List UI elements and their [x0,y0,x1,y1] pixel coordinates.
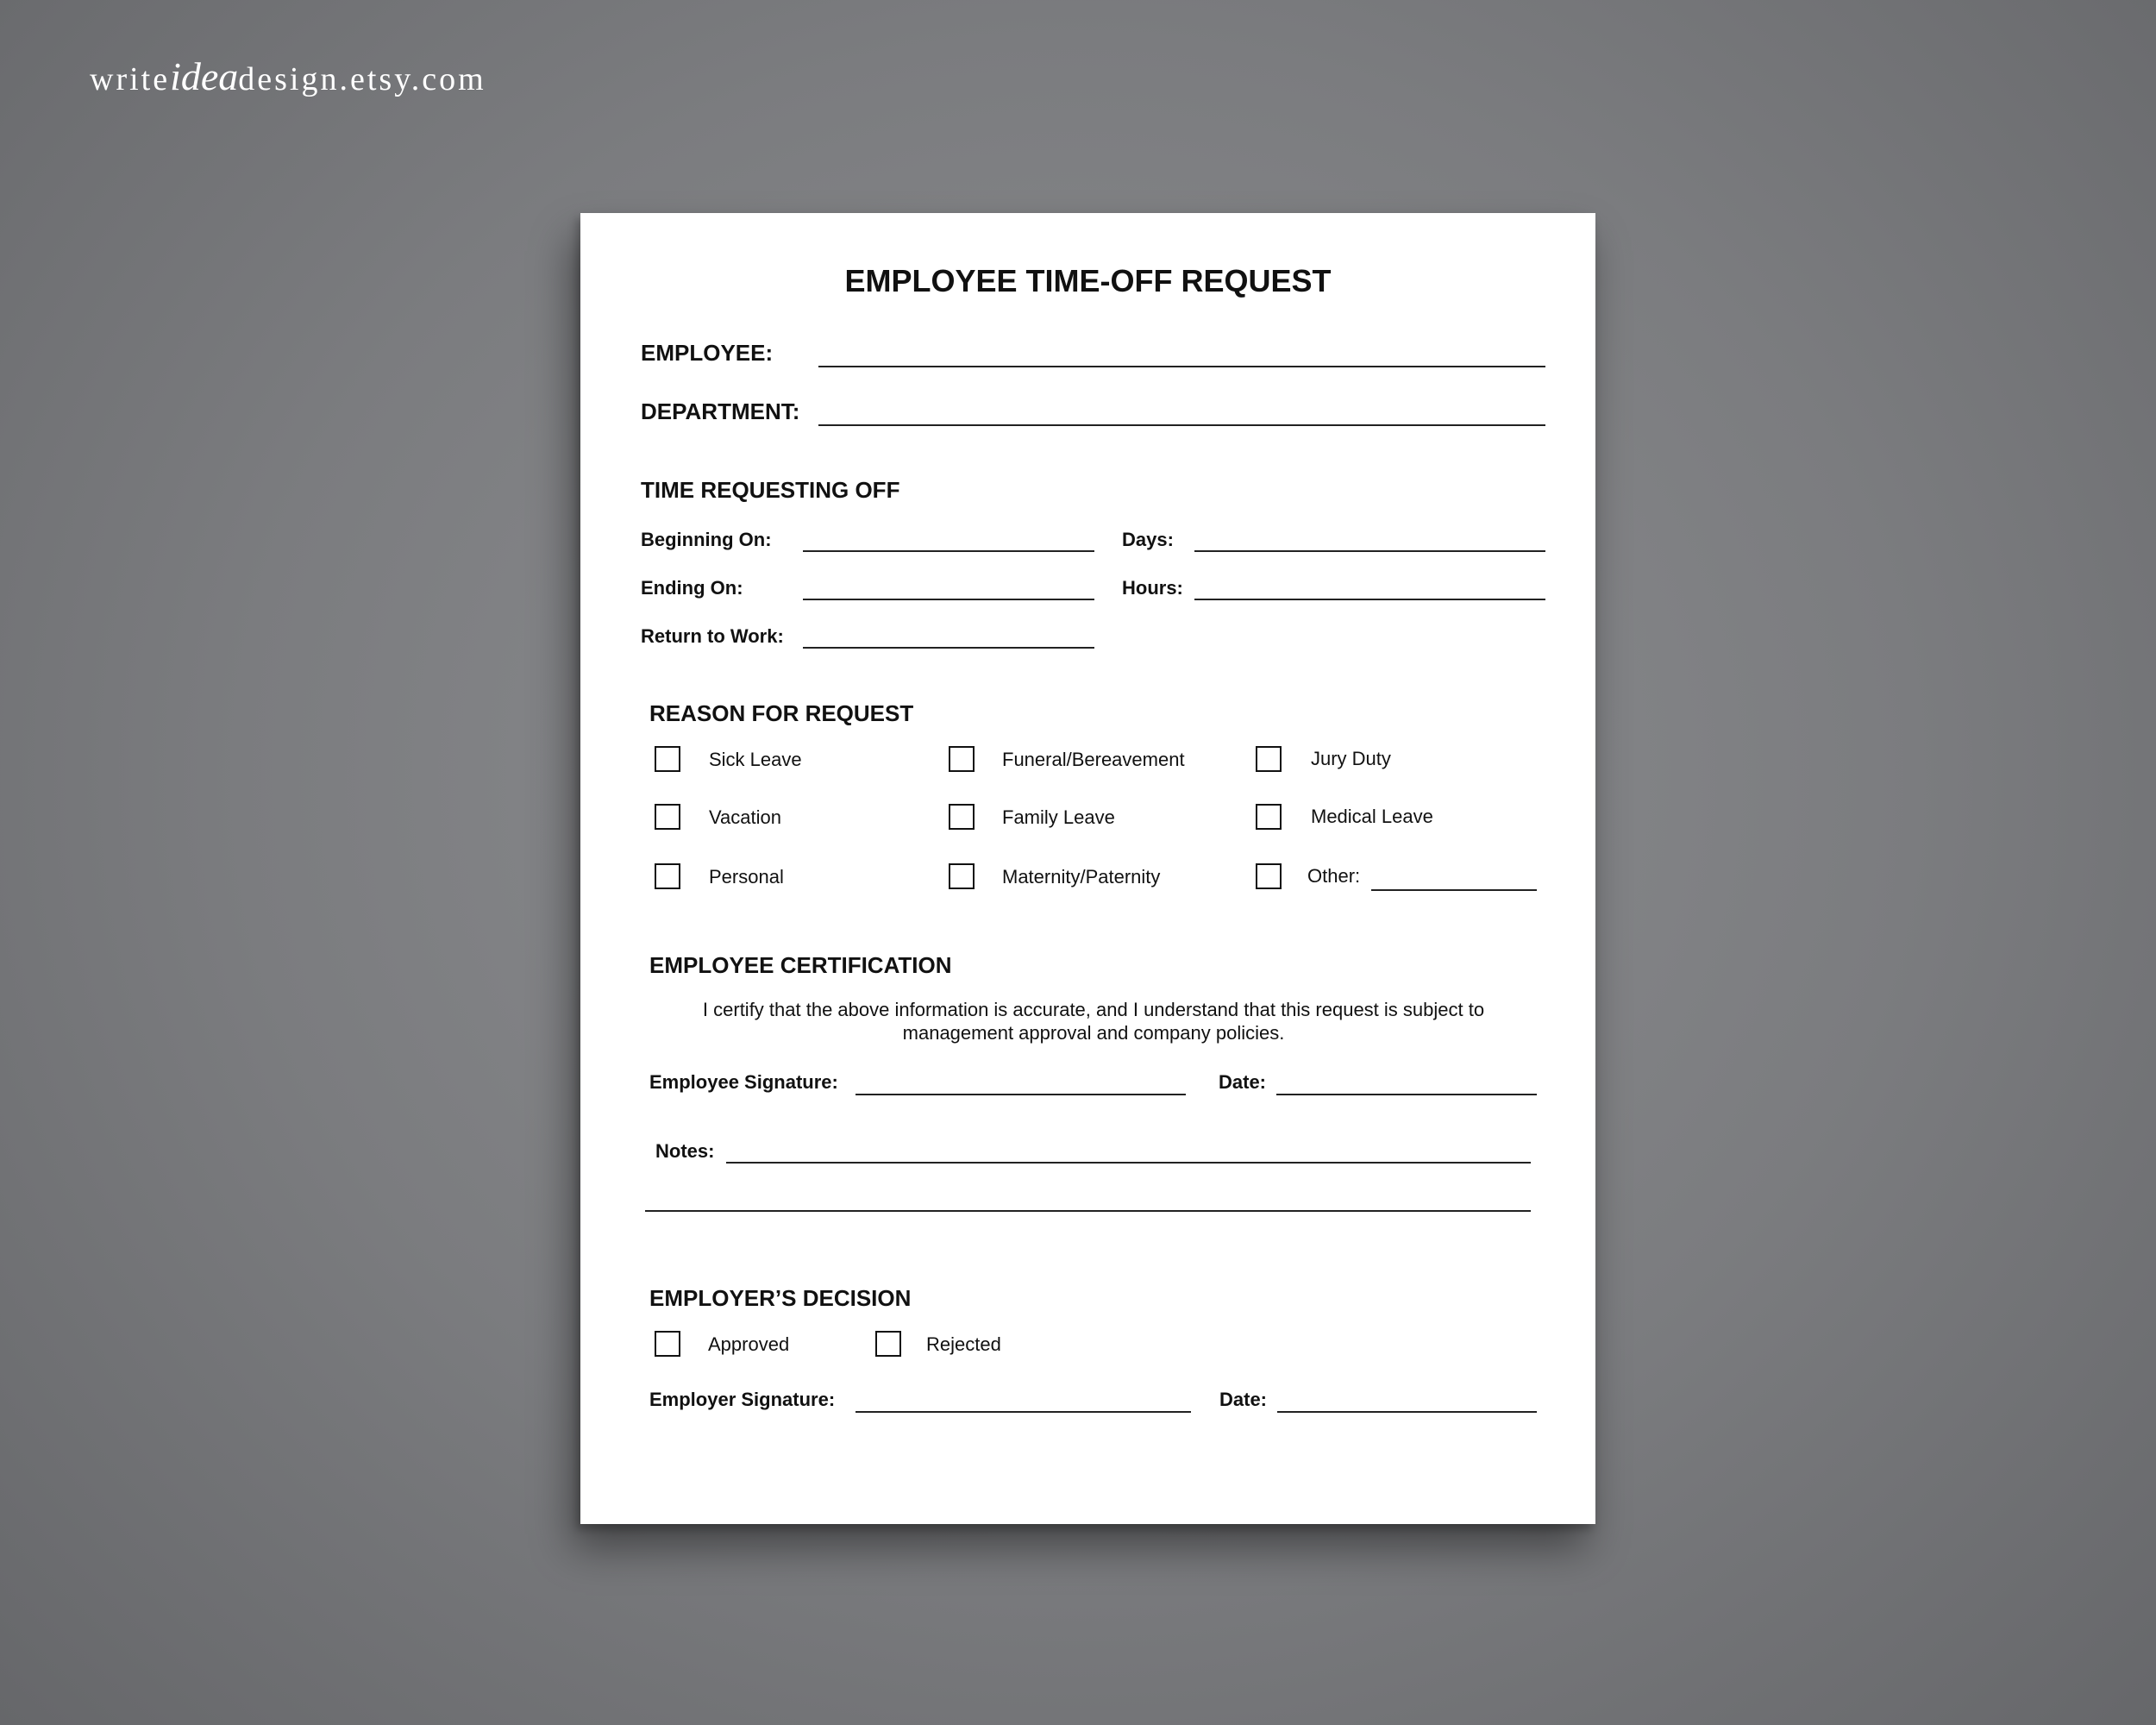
ending-label: Ending On: [641,577,743,599]
cert-text: I certify that the above information is accurate, and I understand that this request is subject to management approval and company policies. [702,999,1485,1044]
other-checkbox[interactable] [1256,863,1282,889]
employee-signature-label: Employee Signature: [649,1071,838,1093]
watermark-post: design.etsy.com [238,61,486,97]
days-line[interactable] [1194,550,1545,552]
ending-line[interactable] [803,599,1094,600]
employee-label: EMPLOYEE: [641,340,774,366]
employer-signature-line[interactable] [856,1411,1191,1413]
funeral-checkbox[interactable] [949,746,975,772]
rejected-label: Rejected [926,1333,1001,1355]
vacation-checkbox[interactable] [655,804,680,830]
jury-duty-checkbox[interactable] [1256,746,1282,772]
rejected-checkbox[interactable] [875,1331,901,1357]
employee-date-label: Date: [1219,1071,1267,1093]
other-label: Other: [1307,865,1361,887]
return-line[interactable] [803,647,1094,649]
vacation-label: Vacation [709,806,781,828]
decision-section-heading: EMPLOYER’S DECISION [649,1285,912,1311]
family-leave-label: Family Leave [1002,806,1115,828]
employee-signature-line[interactable] [856,1094,1186,1095]
jury-duty-label: Jury Duty [1311,748,1391,769]
days-label: Days: [1122,529,1174,550]
family-leave-checkbox[interactable] [949,804,975,830]
employer-signature-label: Employer Signature: [649,1389,836,1410]
sick-leave-checkbox[interactable] [655,746,680,772]
employer-date-label: Date: [1219,1389,1268,1410]
employee-line[interactable] [818,366,1545,367]
watermark [90,53,486,99]
beginning-label: Beginning On: [641,529,772,550]
personal-label: Personal [709,866,784,888]
form-sheet [580,213,1595,1524]
time-section-heading: TIME REQUESTING OFF [641,477,900,503]
beginning-line[interactable] [803,550,1094,552]
return-label: Return to Work: [641,625,784,647]
watermark-pre: write [90,61,171,97]
form-title: EMPLOYEE TIME-OFF REQUEST [844,263,1332,298]
employer-date-line[interactable] [1277,1411,1537,1413]
approved-checkbox[interactable] [655,1331,680,1357]
notes-line-1[interactable] [726,1162,1531,1164]
funeral-label: Funeral/Bereavement [1002,749,1185,770]
approved-label: Approved [708,1333,790,1355]
medical-leave-label: Medical Leave [1311,806,1433,827]
notes-line-2[interactable] [645,1210,1531,1212]
maternity-label: Maternity/Paternity [1002,866,1161,888]
other-line[interactable] [1371,889,1537,891]
notes-label: Notes: [655,1140,715,1162]
hours-label: Hours: [1122,577,1183,599]
department-label: DEPARTMENT: [641,398,800,424]
watermark-mid: idea [170,54,239,98]
reason-section-heading: REASON FOR REQUEST [649,700,914,726]
sick-leave-label: Sick Leave [709,749,802,770]
maternity-checkbox[interactable] [949,863,975,889]
cert-section-heading: EMPLOYEE CERTIFICATION [649,952,952,978]
employee-date-line[interactable] [1276,1094,1537,1095]
hours-line[interactable] [1194,599,1545,600]
personal-checkbox[interactable] [655,863,680,889]
department-line[interactable] [818,424,1545,426]
medical-leave-checkbox[interactable] [1256,804,1282,830]
